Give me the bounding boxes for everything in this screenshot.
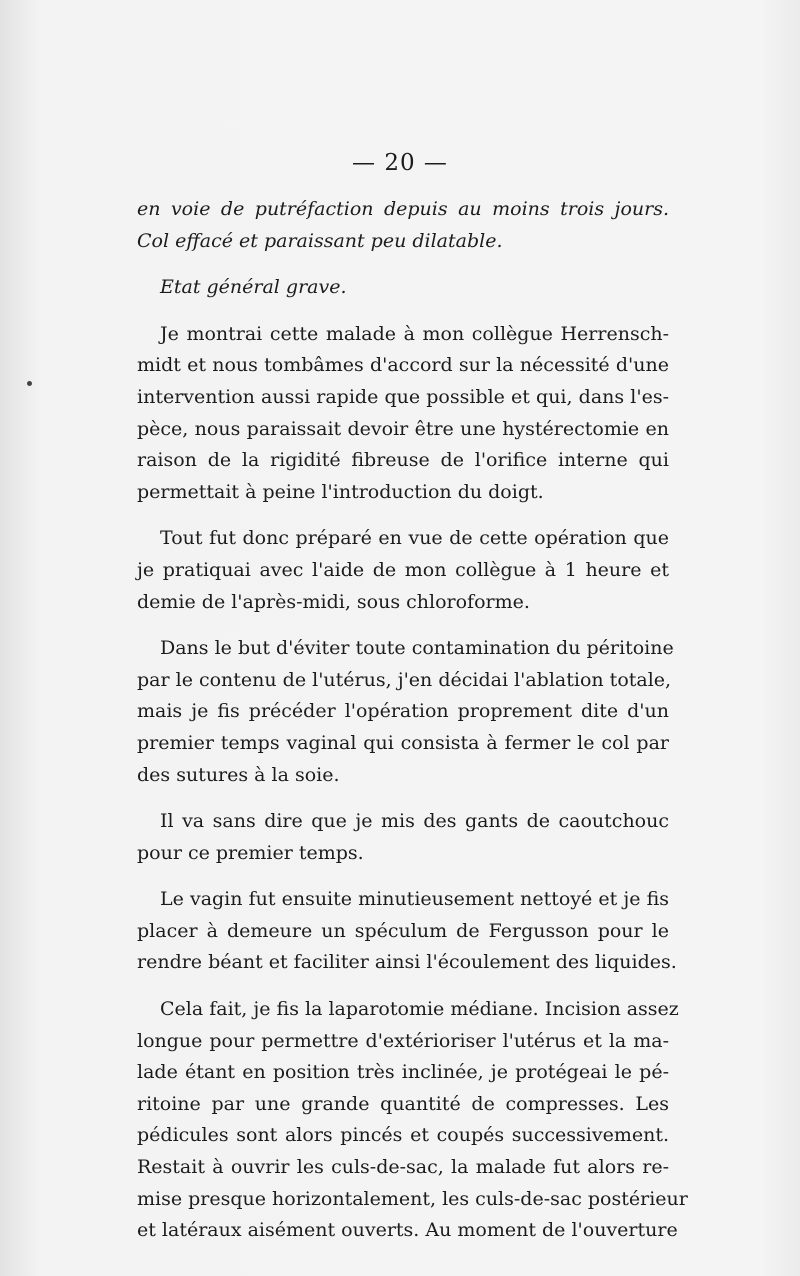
text-line: pèce, nous paraissait devoir être une hystérectomie en	[137, 417, 669, 440]
margin-mark	[27, 381, 32, 386]
text-line: Etat général grave.	[160, 276, 347, 299]
text-line: rendre béant et faciliter ainsi l'écoulement des liquides.	[137, 951, 677, 974]
text-line: intervention aussi rapide que possible et qui, dans l'es-	[137, 385, 669, 408]
text-line: Col effacé et paraissant peu dilatable.	[137, 229, 503, 252]
text-line: mais je fis précéder l'opération proprement dite d'un	[137, 700, 669, 723]
text-line: des sutures à la soie.	[137, 763, 340, 786]
text-line: premier temps vaginal qui consista à fermer le col par	[137, 731, 669, 754]
text-line: longue pour permettre d'extérioriser l'utérus et la ma-	[137, 1029, 669, 1052]
text-line: Dans le but d'éviter toute contamination du péritoine	[160, 637, 674, 660]
text-line: et latéraux aisément ouverts. Au moment de l'ouverture	[137, 1219, 678, 1242]
text-line: par le contenu de l'utérus, j'en décidai l'ablation totale,	[137, 668, 672, 691]
text-line: pour ce premier temps.	[137, 841, 364, 864]
text-line: ritoine par une grande quantité de compresses. Les	[137, 1092, 669, 1115]
text-line: Le vagin fut ensuite minutieusement nettoyé et je fis	[160, 888, 669, 911]
text-line: demie de l'après-midi, sous chloroforme.	[137, 590, 530, 613]
text-line: mise presque horizontalement, les culs-de-sac postérieur	[137, 1187, 688, 1210]
text-line: en voie de putréfaction depuis au moins trois jours.	[137, 198, 669, 220]
text-line: raison de la rigidité fibreuse de l'orifice interne qui	[137, 449, 669, 472]
page-body	[137, 194, 688, 1247]
text-line: pédicules sont alors pincés et coupés successivement.	[137, 1124, 669, 1147]
text-line: lade étant en position très inclinée, je protégeai le pé-	[137, 1061, 669, 1084]
text-line: permettait à peine l'introduction du doigt.	[137, 480, 544, 503]
page-number: — 20 —	[352, 150, 448, 176]
text-line: Tout fut donc préparé en vue de cette opération que	[160, 527, 669, 550]
text-line: Je montrai cette malade à mon collègue Herrensch-	[160, 322, 669, 345]
text-line: Cela fait, je fis la laparotomie médiane. Incision assez	[160, 998, 679, 1021]
text-line: midt et nous tombâmes d'accord sur la nécessité d'une	[137, 354, 669, 377]
text-line: je pratiquai avec l'aide de mon collègue à 1 heure et	[137, 558, 669, 581]
text-line: Restait à ouvrir les culs-de-sac, la malade fut alors re-	[137, 1156, 669, 1179]
text-line: Il va sans dire que je mis des gants de caoutchouc	[160, 810, 669, 833]
text-line: placer à demeure un spéculum de Fergusson pour le	[137, 919, 669, 942]
